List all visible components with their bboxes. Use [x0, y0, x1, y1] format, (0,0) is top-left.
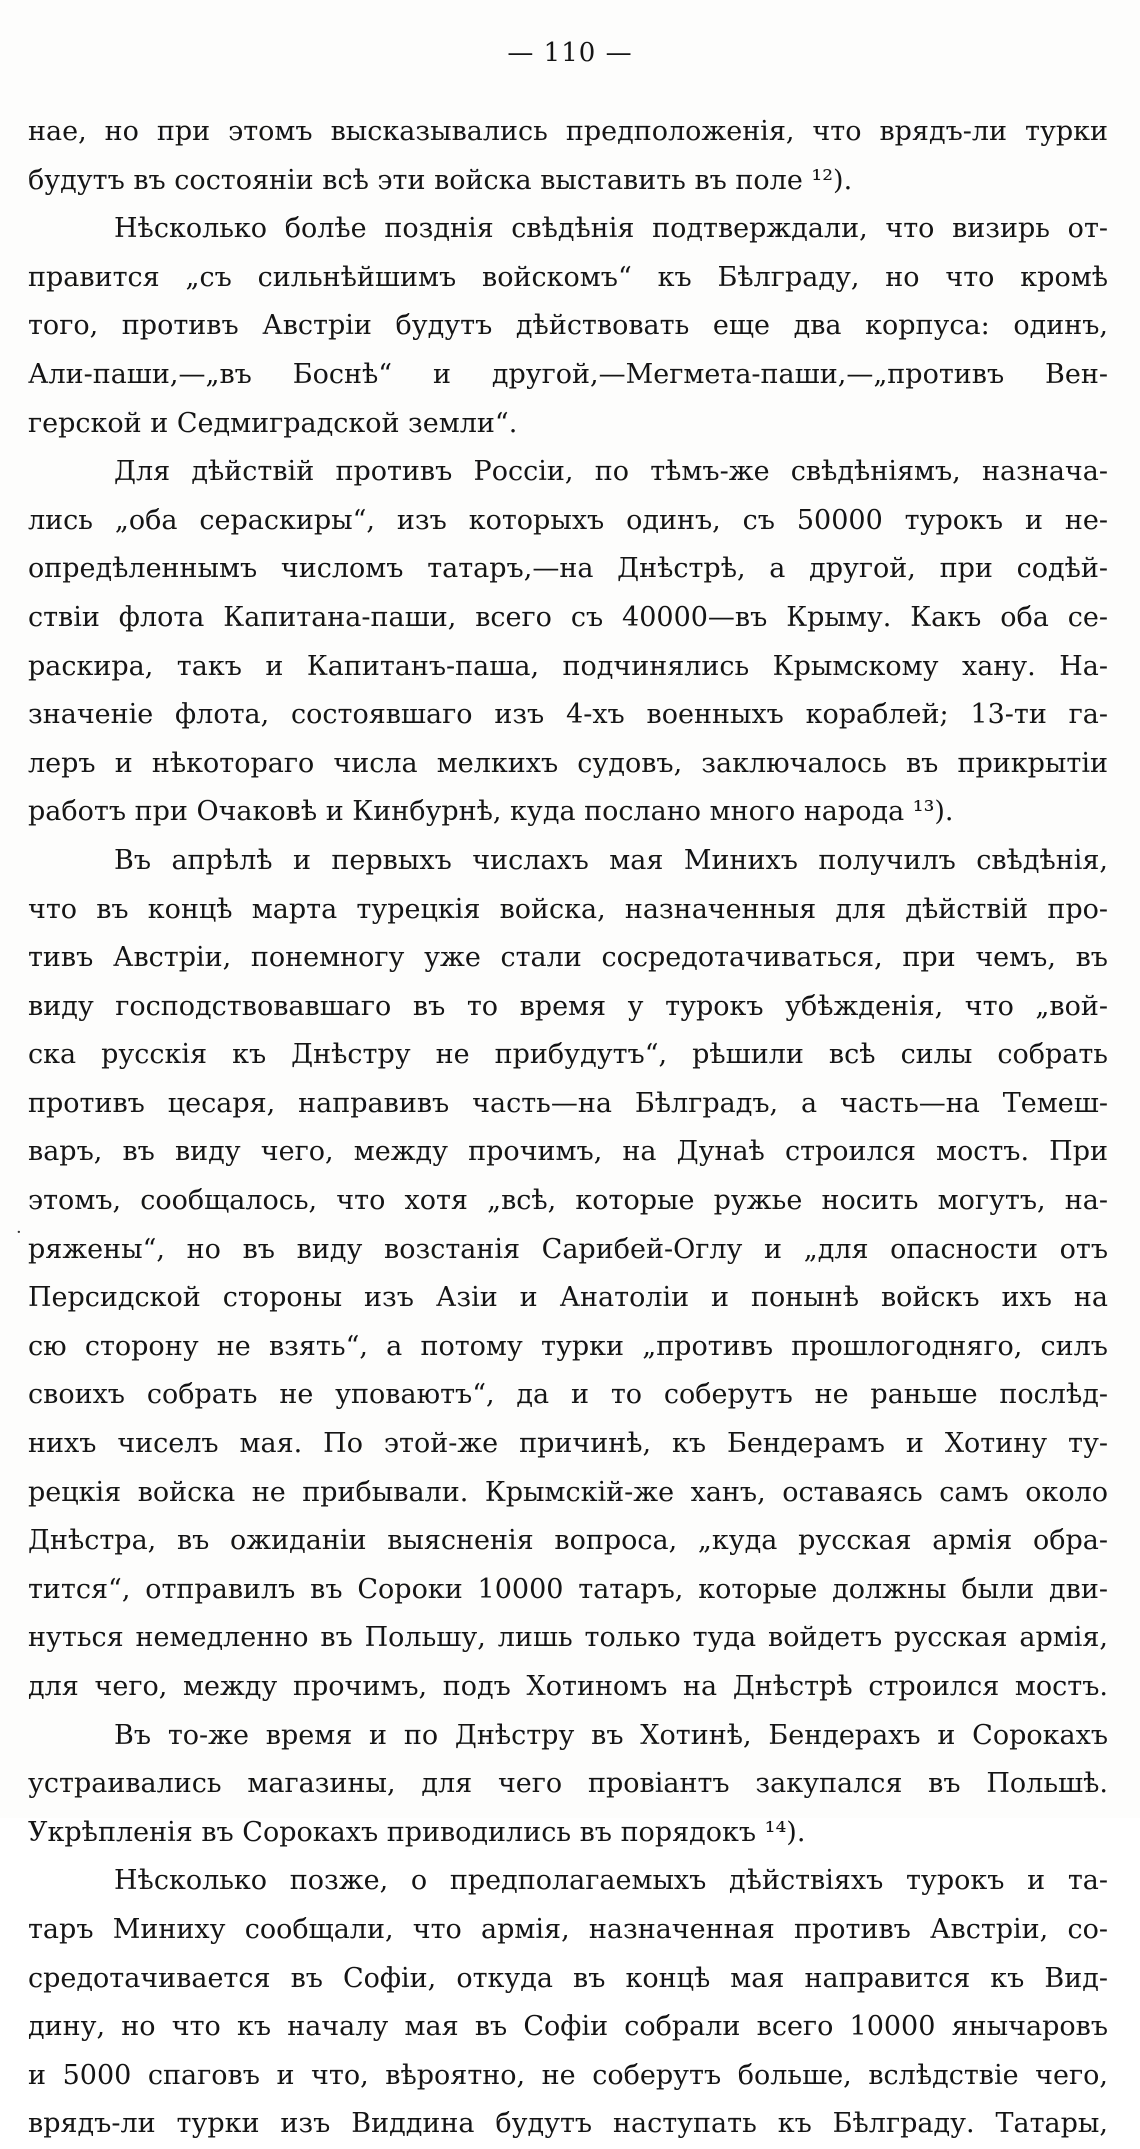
text-line: Въ апрѣлѣ и первыхъ числахъ мая Минихъ получилъ свѣдѣнія,	[114, 844, 1108, 876]
text-line: Персидской стороны изъ Азіи и Анатоліи и понынѣ войскъ ихъ на	[28, 1282, 1108, 1314]
text-line: Въ то-же время и по Днѣстру въ Хотинѣ, Бендерахъ и Сорокахъ	[114, 1719, 1108, 1751]
text-line: раскира, такъ и Капитанъ-паша, подчинялись Крымскому хану. На-	[28, 650, 1108, 682]
text-line: леръ и нѣкотораго числа мелкихъ судовъ, заключалось въ прикрытіи	[28, 747, 1108, 779]
text-line: нихъ чиселъ мая. По этой-же причинѣ, къ Бендерамъ и Хотину ту-	[28, 1428, 1108, 1460]
text-line: Днѣстра, въ ожиданіи выясненія вопроса, „куда русская армія обра-	[28, 1525, 1108, 1557]
text-line: тится“, отправилъ въ Сороки 10000 татаръ, которые должны были дви-	[28, 1573, 1108, 1605]
text-line: таръ Миниху сообщали, что армія, назначенная противъ Австріи, со-	[28, 1913, 1108, 1945]
text-line: что въ концѣ марта турецкія войска, назначенныя для дѣйствій про-	[28, 893, 1108, 925]
text-line: ствіи флота Капитана-паши, всего съ 40000—въ Крыму. Какъ оба се-	[28, 601, 1108, 633]
text-line: будутъ въ состояніи всѣ эти войска выставить въ поле ¹²).	[28, 164, 853, 196]
page-number: — 110 —	[507, 38, 633, 68]
text-line: ряжены“, но въ виду возстанія Сарибей-Оглу и „для опасности отъ	[28, 1233, 1108, 1265]
text-line: ска русскія къ Днѣстру не прибудутъ“, рѣшили всѣ силы собрать	[28, 1039, 1108, 1071]
text-line: того, противъ Австріи будутъ дѣйствовать еще два корпуса: одинъ,	[28, 310, 1108, 342]
text-line: Али-паши,—„въ Боснѣ“ и другой,—Мегмета-паши,—„противъ Вен-	[28, 358, 1108, 390]
text-line: для чего, между прочимъ, подъ Хотиномъ на Днѣстрѣ строился мостъ.	[28, 1671, 1108, 1702]
text-line: врядъ-ли турки изъ Виддина будутъ наступать къ Бѣлграду. Татары,	[28, 2108, 1108, 2140]
text-line: Нѣсколько болѣе позднія свѣдѣнія подтверждали, что визирь от-	[114, 213, 1108, 245]
text-line: этомъ, сообщалось, что хотя „всѣ, которые ружье носить могутъ, на-	[28, 1185, 1108, 1217]
text-line: средотачивается въ Софіи, откуда въ концѣ мая направится къ Вид-	[28, 1962, 1108, 1994]
text-line: дину, но что къ началу мая въ Софіи собрали всего 10000 янычаровъ	[28, 2011, 1108, 2043]
text-line: правится „съ сильнѣйшимъ войскомъ“ къ Бѣлграду, но что кромѣ	[28, 261, 1108, 293]
text-line: значеніе флота, состоявшаго изъ 4-хъ военныхъ кораблей; 13-ти га-	[28, 699, 1108, 731]
text-line: и 5000 спаговъ и что, вѣроятно, не соберутъ больше, вслѣдствіе чего,	[28, 2059, 1108, 2091]
text-line: опредѣленнымъ числомъ татаръ,—на Днѣстрѣ, а другой, при содѣй-	[28, 553, 1108, 585]
print-speck-mark: ·	[16, 1222, 22, 1243]
text-line: герской и Седмиградской земли“.	[28, 407, 518, 439]
text-line: противъ цесаря, направивъ часть—на Бѣлградъ, а часть—на Темеш-	[28, 1087, 1108, 1119]
text-line: лись „оба сераскиры“, изъ которыхъ одинъ, съ 50000 турокъ и не-	[28, 504, 1108, 536]
text-line: Нѣсколько позже, о предполагаемыхъ дѣйствіяхъ турокъ и та-	[114, 1865, 1108, 1897]
text-line: сю сторону не взять“, а потому турки „противъ прошлогодняго, силъ	[28, 1330, 1108, 1362]
text-line: нуться немедленно въ Польшу, лишь только туда войдетъ русская армія,	[28, 1622, 1108, 1654]
text-line: рецкія войска не прибывали. Крымскій-же ханъ, оставаясь самъ около	[28, 1476, 1108, 1508]
text-line: работъ при Очаковѣ и Кинбурнѣ, куда послано много народа ¹³).	[28, 796, 954, 828]
text-line: виду господствовавшаго въ то время у турокъ убѣжденія, что „вой-	[28, 990, 1108, 1022]
text-line: Для дѣйствій противъ Россіи, по тѣмъ-же свѣдѣніямъ, назнача-	[114, 456, 1108, 488]
text-line: своихъ собрать не уповаютъ“, да и то соберутъ не раньше послѣд-	[28, 1379, 1108, 1411]
text-line: нае, но при этомъ высказывались предположенія, что врядъ-ли турки	[28, 116, 1108, 147]
text-line: варъ, въ виду чего, между прочимъ, на Дунаѣ строился мостъ. При	[28, 1136, 1108, 1168]
text-line: тивъ Австріи, понемногу уже стали сосредотачиваться, при чемъ, въ	[28, 942, 1108, 974]
text-line: устраивались магазины, для чего провіантъ закупался въ Польшѣ.	[28, 1768, 1108, 1800]
text-line: Укрѣпленія въ Сорокахъ приводились въ порядокъ ¹⁴).	[28, 1816, 806, 1848]
body-text	[28, 108, 1108, 2149]
